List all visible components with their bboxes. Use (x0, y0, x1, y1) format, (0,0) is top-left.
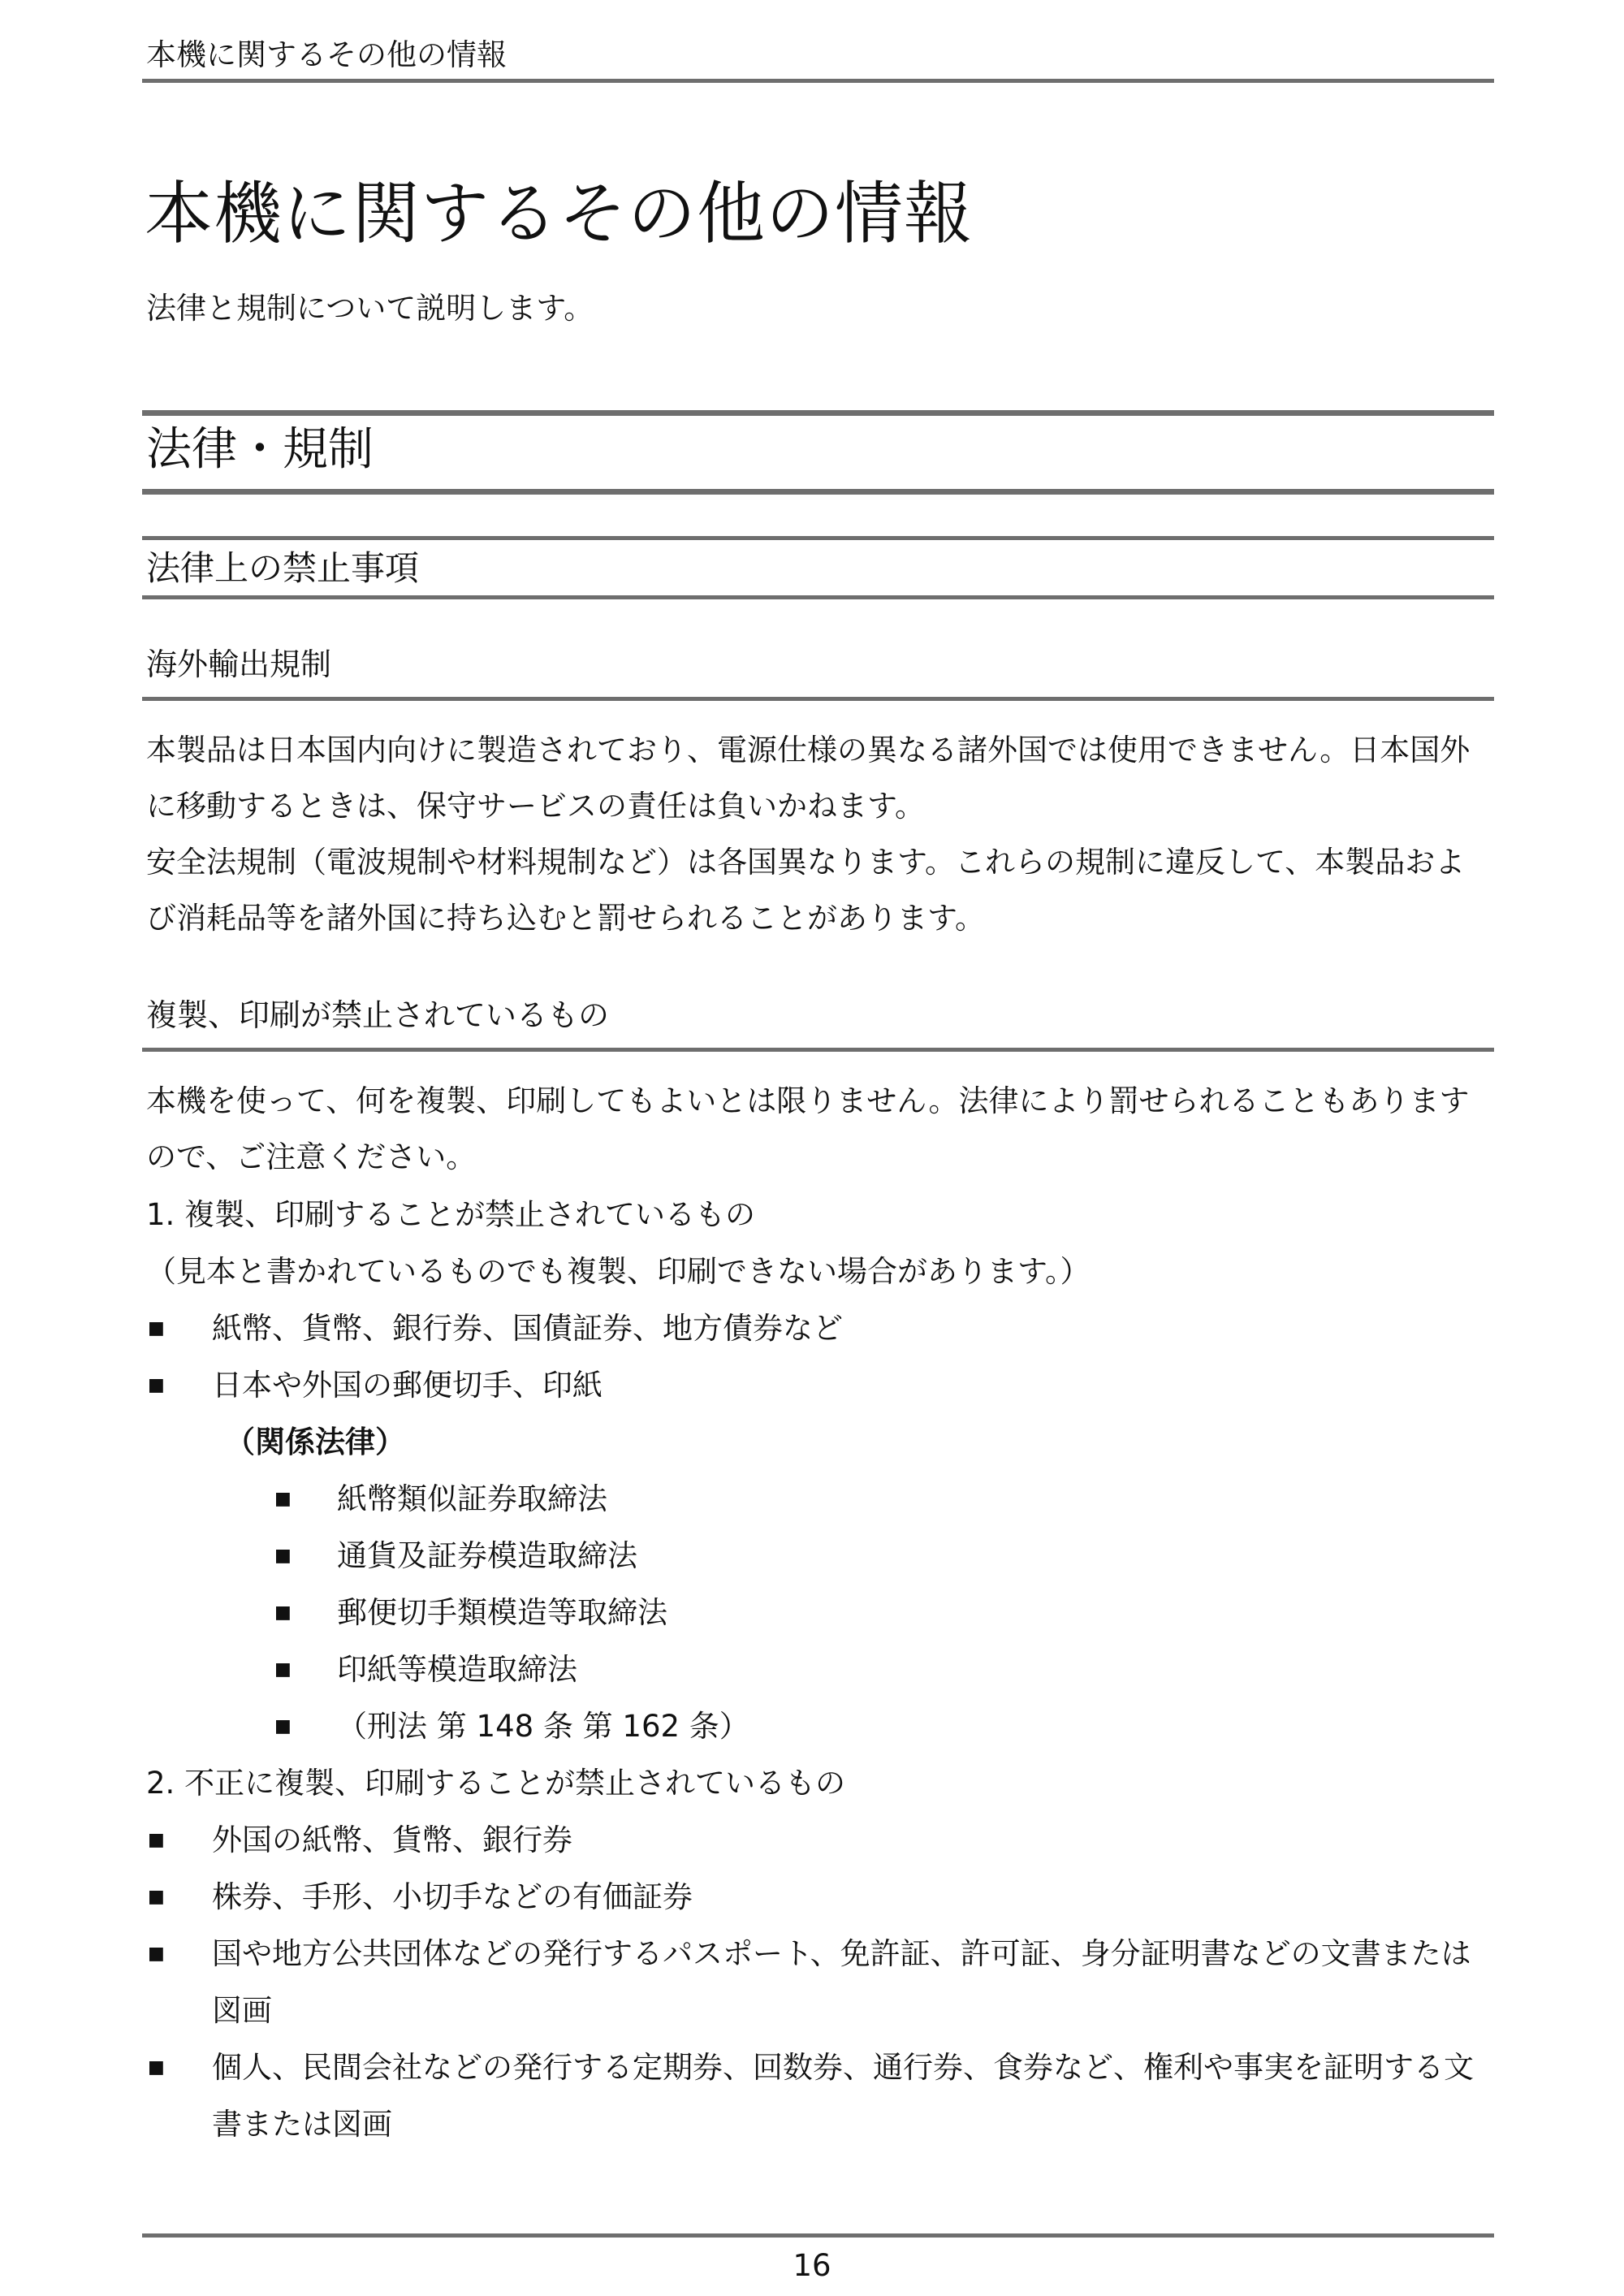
copy-lists (146, 1187, 1494, 2153)
square-bullet-icon: ■ (148, 1887, 165, 1907)
copy-intro: 本機を使って、何を複製、印刷してもよいとは限りません。法律により罰せられることもありますので、ご注意ください。 (146, 1083, 1470, 1174)
page-number: 16 (793, 2248, 831, 2283)
header-rule (142, 79, 1494, 83)
running-header: 本機に関するその他の情報 (146, 37, 507, 72)
square-bullet-icon: ■ (274, 1659, 292, 1680)
export-paragraph: 安全法規制（電波規制や材料規制など）は各国異なります。これらの規制に違反して、本製品および消耗品等を諸外国に持ち込むと罰せられることがあります。 (146, 845, 1466, 936)
square-bullet-icon: ■ (274, 1546, 292, 1566)
square-bullet-icon: ■ (148, 1830, 165, 1850)
related-law-item (146, 1528, 1494, 1585)
square-bullet-icon: ■ (148, 1318, 165, 1338)
export-heading-rule (142, 697, 1494, 701)
square-bullet-icon: ■ (274, 1716, 292, 1736)
list-item-text: 株券、手形、小切手などの有価証券 (212, 1879, 693, 1914)
list2-title: 2. 不正に複製、印刷することが禁止されているもの (146, 1766, 846, 1801)
section-rule-bottom (142, 489, 1494, 495)
list-item-text: 個人、民間会社などの発行する定期券、回数券、通行券、食券など、権利や事実を証明する文書または図画 (212, 2050, 1474, 2142)
list-item (146, 1926, 1494, 2039)
list-item-text: 国や地方公共団体などの発行するパスポート、免許証、許可証、身分証明書などの文書または図画 (212, 1936, 1471, 2028)
list1-title: 1. 複製、印刷することが禁止されているもの (146, 1197, 756, 1232)
subsection-title: 法律上の禁止事項 (146, 548, 420, 588)
list-item (146, 2039, 1494, 2153)
section-title: 法律・規制 (146, 423, 374, 476)
square-bullet-icon: ■ (148, 1375, 165, 1395)
list-item-text: 紙幣、貨幣、銀行券、国債証券、地方債券など (212, 1311, 843, 1346)
related-laws-label: （関係法律） (225, 1425, 405, 1459)
related-law-text: 印紙等模造取締法 (337, 1652, 577, 1687)
related-law-text: 郵便切手類模造等取締法 (337, 1595, 667, 1630)
list-item (146, 1300, 1494, 1357)
related-law-item (146, 1471, 1494, 1528)
chapter-title: 本機に関するその他の情報 (145, 174, 974, 253)
list-item (146, 1357, 1494, 1414)
related-law-text: 通貨及証券模造取締法 (337, 1538, 637, 1573)
export-body (146, 722, 1494, 946)
square-bullet-icon: ■ (148, 1944, 165, 1964)
related-law-text: 紙幣類似証券取締法 (337, 1481, 607, 1516)
export-heading: 海外輸出規制 (146, 646, 332, 682)
copy-heading: 複製、印刷が禁止されているもの (146, 997, 610, 1033)
list-item (146, 1869, 1494, 1926)
related-law-item (146, 1585, 1494, 1641)
export-paragraph: 本製品は日本国内向けに製造されており、電源仕様の異なる諸外国では使用できません。日本国外に移動するときは、保守サービスの責任は負いかねます。 (146, 733, 1471, 824)
list-item-text: 日本や外国の郵便切手、印紙 (212, 1368, 603, 1403)
list-item-text: 外国の紙幣、貨幣、銀行券 (212, 1823, 572, 1857)
square-bullet-icon: ■ (148, 2057, 165, 2078)
list-item (146, 1812, 1494, 1869)
chapter-lead: 法律と規制について説明します。 (146, 291, 594, 326)
related-law-item (146, 1698, 1494, 1755)
list1-note: （見本と書かれているものでも複製、印刷できない場合があります。） (146, 1254, 1091, 1289)
related-law-item (146, 1641, 1494, 1698)
square-bullet-icon: ■ (274, 1602, 292, 1623)
footer-rule (142, 2233, 1494, 2238)
related-law-text: （刑法 第 148 条 第 162 条） (337, 1709, 749, 1744)
subsection-rule-top (142, 536, 1494, 540)
square-bullet-icon: ■ (274, 1489, 292, 1509)
section-rule-top (142, 410, 1494, 416)
subsection-rule-bottom (142, 595, 1494, 599)
copy-heading-rule (142, 1048, 1494, 1052)
